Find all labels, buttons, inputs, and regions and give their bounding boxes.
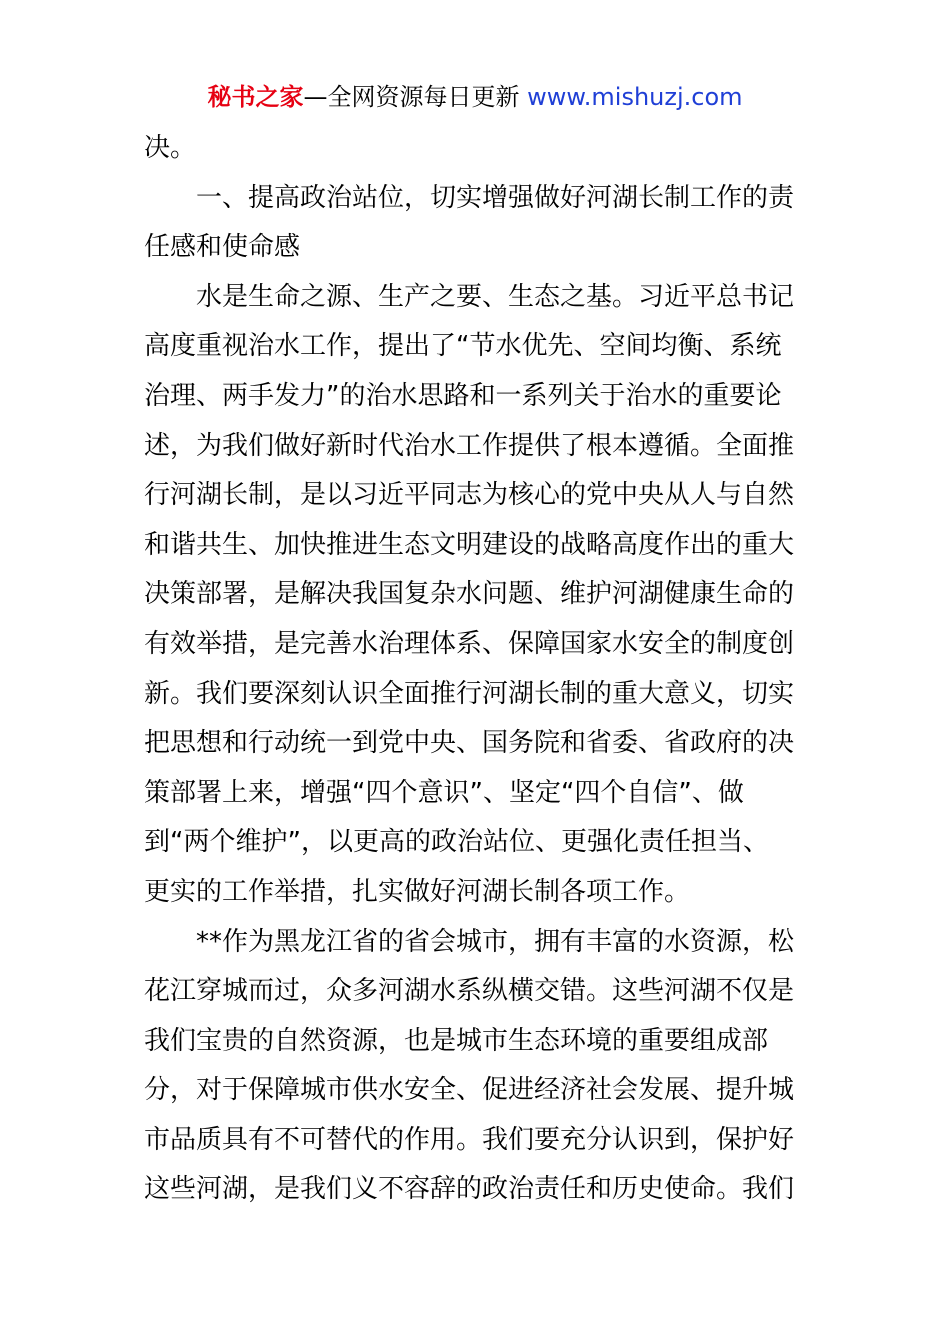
text-line: 有效举措，是完善水治理体系、保障国家水安全的制度创	[144, 628, 795, 659]
site-url-link[interactable]: www.mishuzj.com	[527, 83, 743, 111]
text-line: 行河湖长制，是以习近平同志为核心的党中央从人与自然	[144, 480, 795, 511]
text-line: 分，对于保障城市供水安全、促进经济社会发展、提升城	[144, 1075, 795, 1106]
text-line: 述，为我们做好新时代治水工作提供了根本遵循。全面推	[144, 430, 795, 461]
text-line: 策部署上来，增强“四个意识”、坚定“四个自信”、做	[144, 777, 744, 808]
text-line: 把思想和行动统一到党中央、国务院和省委、省政府的决	[144, 728, 795, 759]
site-brand: 秘书之家	[207, 83, 304, 111]
document-body	[144, 124, 808, 1215]
text-line: 市品质具有不可替代的作用。我们要充分认识到，保护好	[144, 1124, 795, 1155]
text-line: 和谐共生、加快推进生态文明建设的战略高度作出的重大	[144, 529, 795, 560]
site-header	[0, 80, 950, 114]
text-line: 到“两个维护”，以更高的政治站位、更强化责任担当、	[144, 827, 769, 858]
text-line: 新。我们要深刻认识全面推行河湖长制的重大意义，切实	[144, 678, 795, 709]
text-line: 决策部署，是解决我国复杂水问题、维护河湖健康生命的	[144, 579, 795, 610]
paragraph-start: 水是生命之源、生产之要、生态之基。习近平总书记	[196, 281, 795, 312]
text-line: 更实的工作举措，扎实做好河湖长制各项工作。	[144, 876, 691, 907]
section-heading-continued: 任感和使命感	[144, 232, 301, 263]
text-line: 我们宝贵的自然资源，也是城市生态环境的重要组成部	[144, 1025, 769, 1056]
text-line: 花江穿城而过，众多河湖水系纵横交错。这些河湖不仅是	[144, 976, 795, 1007]
text-line: 高度重视治水工作，提出了“节水优先、空间均衡、系统	[144, 331, 782, 362]
text-line: 治理、两手发力”的治水思路和一系列关于治水的重要论	[144, 380, 782, 411]
text-line: 决。	[144, 133, 197, 163]
text-line: 这些河湖，是我们义不容辞的政治责任和历史使命。我们	[144, 1174, 795, 1205]
paragraph-start: **作为黑龙江省的省会城市，拥有丰富的水资源，松	[196, 926, 795, 957]
section-heading: 一、提高政治站位，切实增强做好河湖长制工作的责	[196, 182, 795, 213]
site-tagline: —全网资源每日更新	[303, 83, 520, 111]
